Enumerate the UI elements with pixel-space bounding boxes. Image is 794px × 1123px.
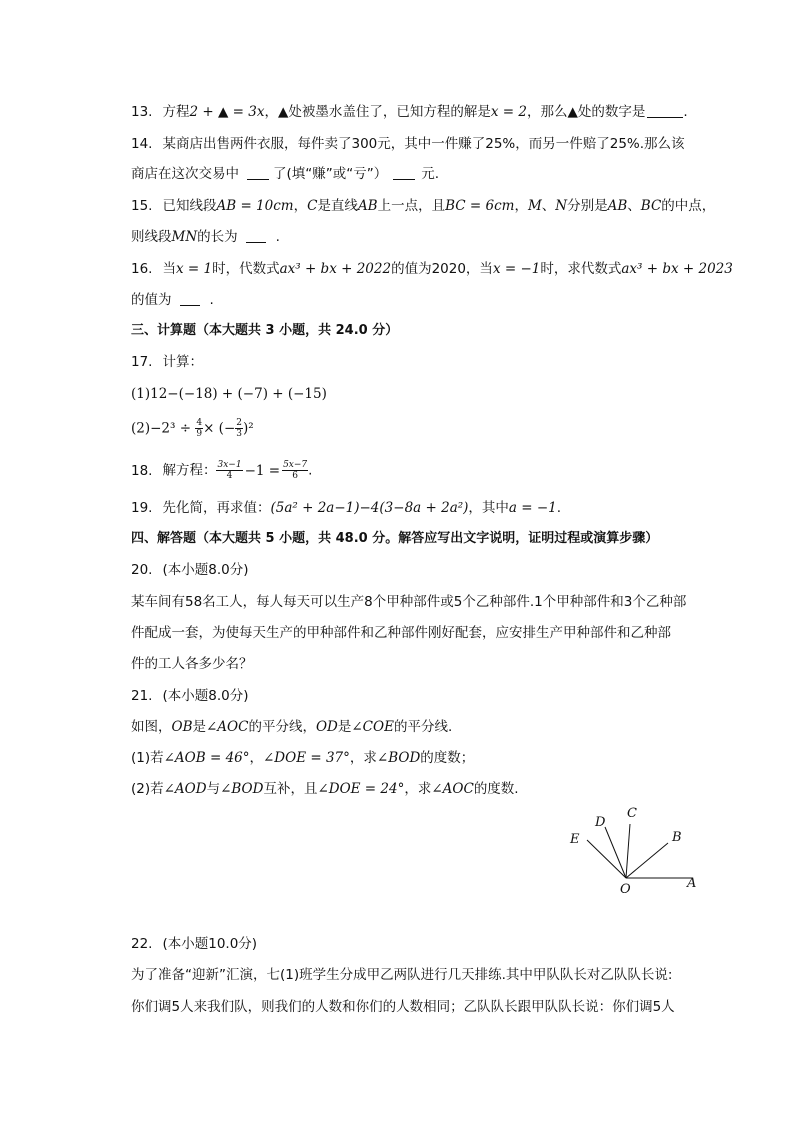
text: 时，代数式 [212,261,280,277]
question-17 [131,352,203,372]
text: 的值为2020，当 [391,261,493,277]
question-15-line-2 [131,227,280,247]
question-22 [131,934,257,954]
text: 的长为 [197,229,238,245]
math: AB = 10cm [216,198,294,214]
text: 是直线 [317,198,358,214]
math: AB [607,198,628,214]
question-15 [131,196,715,216]
question-22-line-2: 你们调5人来我们队，则我们的人数和你们的人数相同；乙队队长跟甲队队长说：你们调5人 [131,999,675,1015]
text: 的平分线， [248,719,316,735]
fraction [235,418,243,439]
math: OB [171,719,193,735]
math: a = −1 [508,500,557,516]
text: 的值为 [131,292,172,308]
text: 先化简，再求值： [162,500,271,516]
label-b: B [672,830,682,845]
text: 已知线段 [162,198,217,214]
text: 的平分线. [393,719,453,735]
question-17-part-2 [131,418,254,439]
ray-ob [626,843,668,878]
text: 时，求代数式 [540,261,622,277]
denominator: 9 [196,429,203,439]
math: × (− [203,420,236,437]
text: 的度数； [420,750,475,766]
answer-blank[interactable] [247,165,269,180]
question-number: 17. [131,354,153,370]
question-14 [131,134,685,154]
question-22-line-1: 为了准备“迎新”汇演，七(1)班学生分成甲乙两队进行几天排练.其中甲队队长对乙队队长说: [131,967,673,983]
question-13 [131,102,688,122]
text: . [275,229,280,245]
text: 与 [206,781,221,797]
math: (2)−2³ ÷ [131,420,196,437]
question-21-part-1 [131,748,474,768]
solution: x = 2 [490,104,527,120]
text: ， [514,198,528,214]
question-16-line-2 [131,290,214,310]
text: 商店在这次交易中 [131,166,239,182]
ray-oe [587,840,626,878]
math: BC [640,198,662,214]
question-number: 20. [131,562,153,578]
math: ∠AOD [163,781,207,797]
math: ∠AOC [206,719,249,735]
text: 互补，且 [263,781,318,797]
section-3-heading: 三、计算题（本大题共 3 小题，共 24.0 分） [131,323,399,338]
text: . [556,500,562,516]
question-20 [131,560,249,580]
answer-blank[interactable] [647,103,683,118]
math: ∠AOC [431,781,474,797]
answer-blank[interactable] [246,228,266,243]
text: 的度数. [473,781,519,797]
question-20-line-2: 件配成一套，为使每天生产的甲种部件和乙种部件刚好配套，应安排生产甲种部件和乙种部 [131,625,671,641]
math: M [527,198,542,214]
question-20-line-1: 某车间有58名工人，每人每天可以生产8个甲种部件或5个乙种部件.1个甲种部件和3个乙种部 [131,594,687,610]
label-a: A [687,876,697,891]
question-number: 21. [131,688,153,704]
denominator: 6 [292,471,298,481]
text: . [209,292,214,308]
math: OD [315,719,338,735]
score-label: (本小题8.0分) [162,688,249,704]
text: 的中点， [661,198,716,214]
math: ∠DOE = 24° [317,781,405,797]
question-21 [131,686,249,706]
text: (1)若 [131,750,164,766]
text: ，求 [404,781,432,797]
text: (2)若 [131,781,164,797]
math: AB [357,198,378,214]
ray-od [605,827,626,878]
angle-figure [560,800,710,900]
question-16 [131,259,733,279]
text: 方程 [162,104,190,120]
label-c: C [627,806,637,821]
math: ∠BOD [220,781,264,797]
text: ，求 [349,750,377,766]
numerator: 3x−1 [217,460,242,470]
fraction [216,460,242,481]
text: 分别是 [567,198,608,214]
text: ， [249,750,263,766]
math: ax³ + bx + 2022 [279,261,392,277]
numerator: 2 [236,418,242,428]
text: 某商店出售两件衣服，每件卖了300元，其中一件赚了25%，而另一件赔了25%.那么该 [162,136,685,152]
question-20-line-3: 件的工人各多少名？ [131,656,253,672]
math: MN [171,229,198,245]
text: 、 [541,198,556,214]
question-number: 18. [131,462,153,479]
text: 当 [162,261,176,277]
text: . [308,462,313,479]
math: C [307,198,318,214]
question-number: 22. [131,936,153,952]
math: (1)12−(−18) + (−7) + (−15) [131,386,327,402]
text: 上一点，且 [377,198,446,214]
label-o: O [620,882,631,897]
question-number: 15. [131,198,153,214]
text: 、 [627,198,641,214]
score-label: (本小题10.0分) [162,936,258,952]
answer-blank[interactable] [180,291,200,306]
question-21-part-2 [131,779,519,799]
math: ∠DOE = 37° [263,750,350,766]
question-21-line-1 [131,717,452,737]
math: x = 1 [175,261,213,277]
denominator: 4 [226,471,233,481]
math: −1 = [244,462,281,479]
answer-blank[interactable] [393,165,415,180]
text: 元. [421,166,440,182]
label-d: D [595,815,606,830]
text: ，▲处被墨水盖住了，已知方程的解是 [264,104,491,120]
label-e: E [570,832,580,847]
question-18 [131,460,312,481]
math: x = −1 [492,261,541,277]
text: 则线段 [131,229,172,245]
denominator: 3 [236,429,242,439]
question-number: 13. [131,104,153,120]
numerator: 5x−7 [283,460,308,470]
math: ax³ + bx + 2023 [621,261,733,277]
question-number: 16. [131,261,153,277]
text: 是 [192,719,206,735]
question-number: 14. [131,136,153,152]
math: ∠BOD [376,750,421,766]
text: 了(填“赚”或“亏”） [273,166,388,182]
question-14-line-2 [131,164,439,184]
question-19 [131,498,561,518]
text: 如图， [131,719,172,735]
question-17-part-1 [131,384,327,404]
text: ，那么▲处的数字是 [526,104,646,120]
text: ，其中 [468,500,509,516]
math: ∠AOB = 46° [163,750,250,766]
math: BC = 6cm [445,198,515,214]
section-4-heading: 四、解答题（本大题共 5 小题，共 48.0 分。解答应写出文字说明，证明过程或演算步骤） [131,531,659,546]
math: )² [243,420,254,437]
text: 解方程： [162,462,217,479]
ray-oc [626,824,630,878]
text: 计算： [162,354,203,370]
fraction [195,418,203,439]
question-number: 19. [131,500,153,516]
text: . [683,104,688,120]
fraction [282,460,308,481]
text: ， [293,198,308,214]
numerator: 4 [196,418,203,428]
score-label: (本小题8.0分) [162,562,249,578]
math: N [555,198,568,214]
text: 是 [337,719,352,735]
math: (5a² + 2a−1)−4(3−8a + 2a²) [270,500,469,516]
math: ∠COE [351,719,394,735]
equation: 2 + ▲ = 3x [189,104,265,120]
